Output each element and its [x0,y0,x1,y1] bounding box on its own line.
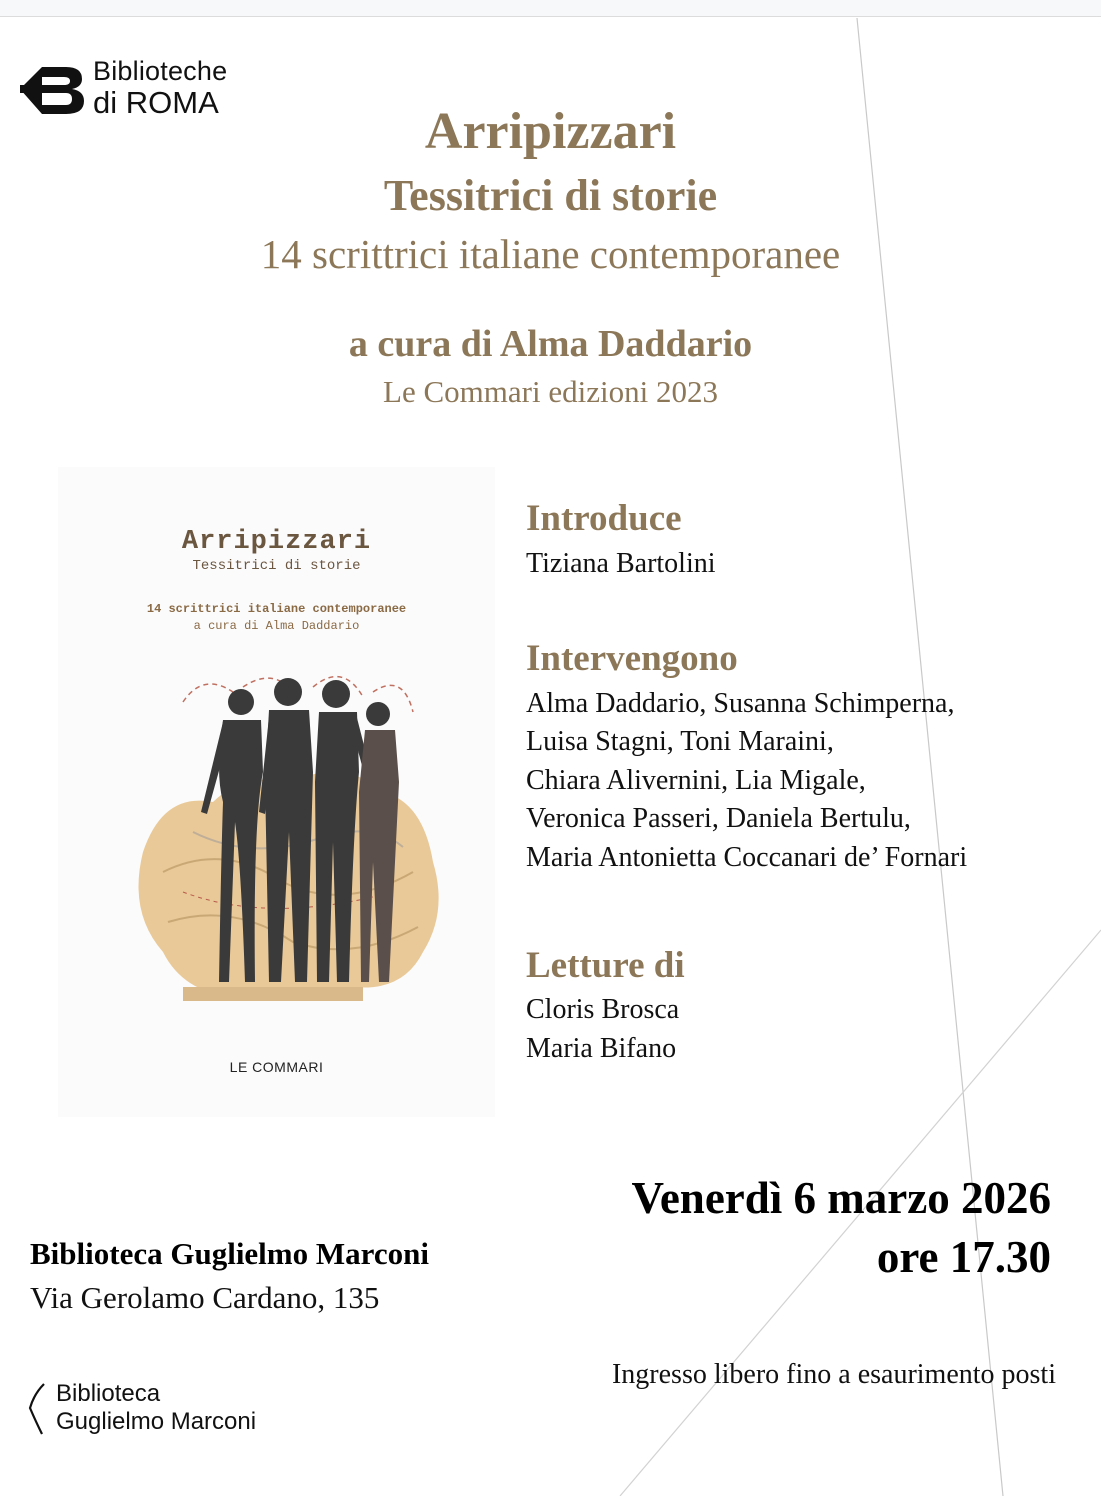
logo-line-1: Biblioteche [93,56,228,86]
cover-subtitle: Tessitrici di storie [192,558,361,574]
cover-title: Arripizzari [181,527,372,557]
footer-logo-line-1: Biblioteca [56,1380,161,1407]
cover-illustration [123,662,453,1007]
speakers-line: Alma Daddario, Susanna Schimperna, [526,688,955,719]
book-tagline: 14 scrittrici italiane contemporanee [260,231,841,277]
entry-note: Ingresso libero fino a esaurimento posti [611,1359,1056,1390]
introduce-heading: Introduce [526,498,682,539]
biblioteca-marconi-logo [24,1380,304,1440]
logo-line-2: di ROMA [93,85,219,120]
event-venue: Biblioteca Guglielmo Marconi [30,1236,429,1271]
speakers-line: Chiara Alivernini, Lia Migale, [526,765,866,796]
letture-heading: Letture di [526,945,685,986]
book-title: Arripizzari [424,103,677,160]
cover-curator: a cura di Alma Daddario [193,619,360,633]
event-time: ore 17.30 [876,1232,1051,1282]
introduce-name: Tiziana Bartolini [526,548,716,579]
speakers-line: Veronica Passeri, Daniela Bertulu, [526,803,911,834]
speakers-line: Maria Antonietta Coccanari de’ Fornari [526,842,968,873]
event-address: Via Gerolamo Cardano, 135 [30,1280,380,1315]
event-date: Venerdì 6 marzo 2026 [631,1173,1051,1223]
footer-logo-line-2: Guglielmo Marconi [56,1408,257,1435]
speakers-line: Luisa Stagni, Toni Maraini, [526,726,834,757]
intervengono-heading: Intervengono [526,638,738,679]
reader-name: Maria Bifano [526,1033,677,1064]
reader-name: Cloris Brosca [526,994,680,1025]
book-publisher: Le Commari edizioni 2023 [383,374,718,409]
cover-publisher-mark: LE COMMARI [229,1059,324,1075]
book-subtitle: Tessitrici di storie [383,171,718,220]
bracket-icon [24,1382,50,1438]
cover-tagline: 14 scrittrici italiane contemporanee [146,602,407,616]
book-curator: a cura di Alma Daddario [348,323,753,365]
book-cover-image [58,467,495,1117]
